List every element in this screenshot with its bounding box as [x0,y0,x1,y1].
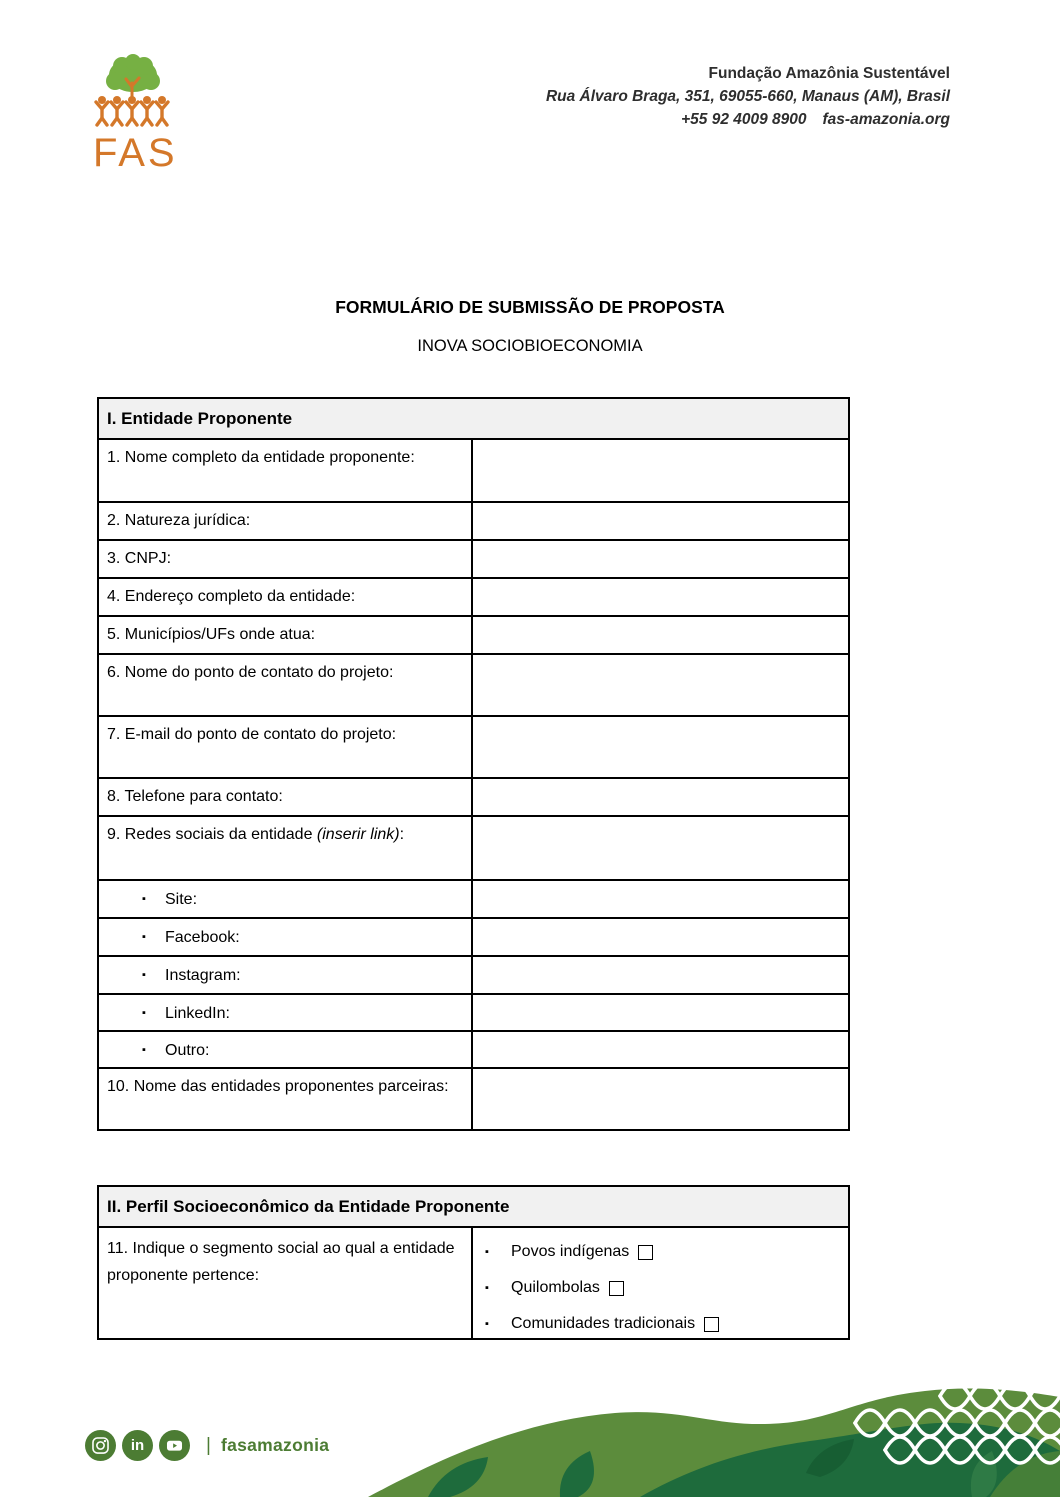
bullet-square-icon: ▪ [142,969,146,981]
option-label: Comunidades tradicionais [511,1315,696,1332]
footer-separator: | [206,1434,211,1456]
section-2-header: II. Perfil Socioeconômico da Entidade Proponente [99,1187,848,1226]
table-row [99,879,848,917]
org-contact-block [546,62,950,131]
bullet-square-icon: ▪ [485,1318,489,1330]
field-label: 2. Natureza jurídica: [99,503,473,539]
field-label: 7. E-mail do ponto de contato do projeto: [99,717,473,777]
option-povos-indigenas [485,1234,848,1270]
table-row [99,715,848,777]
field-label: 4. Endereço completo da entidade: [99,579,473,615]
field-label: ▪ Instagram: [99,957,473,993]
table-row [99,653,848,715]
options-cell [473,1228,848,1338]
field-label: 5. Municípios/UFs onde atua: [99,617,473,653]
page-subtitle: INOVA SOCIOBIOECONOMIA [417,337,643,355]
option-label: Quilombolas [511,1279,600,1296]
option-label: Povos indígenas [511,1243,630,1260]
option-comunidades-tradicionais [485,1306,848,1342]
field-input-cell[interactable] [473,717,848,777]
table-row [99,501,848,539]
table-row [99,777,848,815]
field-input-cell[interactable] [473,779,848,815]
field-label: 8. Telefone para contato: [99,779,473,815]
table-row [99,1030,848,1067]
table-row [99,815,848,879]
org-name: Fundação Amazônia Sustentável [708,65,950,82]
bullet-square-icon: ▪ [485,1282,489,1294]
field-input-cell[interactable] [473,440,848,501]
field-input-cell[interactable] [473,817,848,879]
field-label: ▪ Facebook: [99,919,473,955]
org-address: Rua Álvaro Braga, 351, 69055-660, Manaus (AM), Brasil [545,88,950,105]
table-row [99,577,848,615]
footer-handle[interactable]: fasamazonia [220,1435,330,1455]
checkbox[interactable] [704,1317,719,1332]
org-phone-site [546,108,950,131]
section-2-table [97,1185,850,1340]
org-website: fas-amazonia.org [822,111,950,128]
field-label: 1. Nome completo da entidade proponente: [99,440,473,501]
field-input-cell[interactable] [473,617,848,653]
checkbox[interactable] [609,1281,624,1296]
field-input-cell[interactable] [473,541,848,577]
tree-people-icon [93,53,175,127]
field-input-cell[interactable] [473,579,848,615]
fas-logo [93,53,203,173]
checkbox[interactable] [638,1245,653,1260]
field-input-cell[interactable] [473,919,848,955]
bullet-square-icon: ▪ [142,1007,146,1019]
option-quilombolas [485,1270,848,1306]
table-row [99,993,848,1030]
field-label: 6. Nome do ponto de contato do projeto: [99,655,473,715]
table-row [99,438,848,501]
table-row [99,917,848,955]
table-row [99,615,848,653]
bullet-square-icon: ▪ [142,1044,146,1056]
field-input-cell[interactable] [473,881,848,917]
field-input-cell[interactable] [473,957,848,993]
org-phone: +55 92 4009 8900 [681,111,807,128]
field-label: 9. Redes sociais da entidade (inserir link): [99,817,473,879]
table-row [99,1067,848,1129]
table-row [99,1226,848,1338]
field-input-cell[interactable] [473,655,848,715]
bullet-square-icon: ▪ [485,1246,489,1258]
field-label: 10. Nome das entidades proponentes parceiras: [99,1069,473,1129]
section-1-header: I. Entidade Proponente [99,399,848,438]
field-input-cell[interactable] [473,1032,848,1067]
page-title: FORMULÁRIO DE SUBMISSÃO DE PROPOSTA [335,297,725,317]
field-label: ▪ LinkedIn: [99,995,473,1030]
field-label: ▪ Site: [99,881,473,917]
table-row [99,539,848,577]
logo-wordmark: FAS [93,131,178,175]
table-row [99,955,848,993]
field-label: ▪ Outro: [99,1032,473,1067]
linkedin-icon[interactable]: in [122,1430,153,1461]
bullet-square-icon: ▪ [142,893,146,905]
footer-wave-graphic [0,1365,1060,1497]
field-input-cell[interactable] [473,1069,848,1129]
section-1-table [97,397,850,1131]
bullet-square-icon: ▪ [142,931,146,943]
field-input-cell[interactable] [473,503,848,539]
field-label: 3. CNPJ: [99,541,473,577]
field-input-cell[interactable] [473,995,848,1030]
question-label: 11. Indique o segmento social ao qual a entidade proponente pertence: [99,1228,473,1338]
